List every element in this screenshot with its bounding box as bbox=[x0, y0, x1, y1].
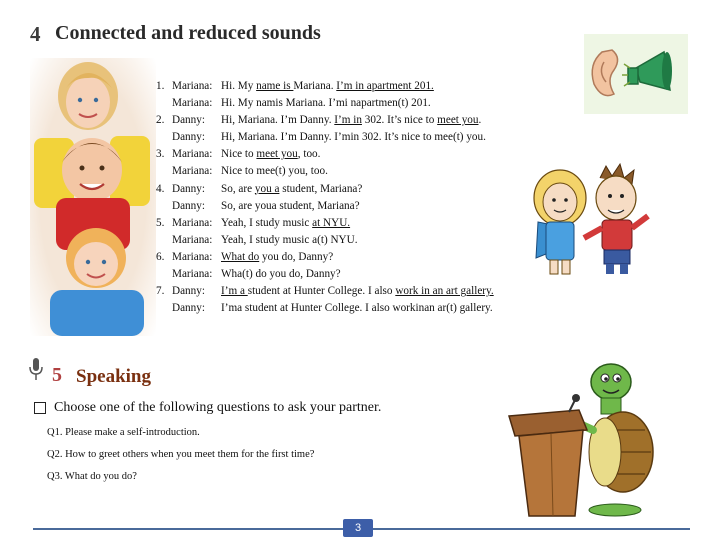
line-number: 2. bbox=[156, 114, 165, 127]
section-title: Connected and reduced sounds bbox=[55, 22, 321, 44]
dialog-line bbox=[156, 163, 494, 180]
dialog-line bbox=[156, 146, 494, 163]
text-segment: Hi. My bbox=[221, 80, 257, 92]
instruction bbox=[34, 400, 381, 416]
dialog-line bbox=[156, 112, 494, 129]
dialog-line bbox=[156, 78, 494, 95]
turtle-speaker-illustration bbox=[505, 360, 665, 518]
line-number bbox=[156, 300, 172, 317]
line-number: 6. bbox=[156, 250, 165, 263]
text-segment: Mariana. bbox=[293, 80, 337, 92]
text-segment: Hi, Mariana. I’m Danny. I’min 302. It’s nice to mee(t) you. bbox=[221, 131, 486, 144]
speaker-label: Mariana: bbox=[172, 165, 213, 178]
text-segment: student at Hunter College. I also bbox=[247, 285, 396, 298]
section-number: 5 bbox=[52, 364, 62, 386]
instruction-text: Choose one of the following questions to ask your partner. bbox=[54, 400, 382, 415]
text-segment: student, Mariana? bbox=[279, 182, 363, 195]
dialog-text bbox=[221, 232, 358, 249]
page-number: 3 bbox=[343, 519, 373, 537]
line-number bbox=[156, 163, 172, 180]
text-segment: you do, Danny? bbox=[259, 250, 334, 263]
dialog-line bbox=[156, 232, 494, 249]
dialog-text bbox=[221, 129, 486, 146]
underlined-phrase: I’m a bbox=[221, 285, 248, 298]
dialog-text bbox=[221, 266, 341, 283]
text-segment: Wha(t) do you do, Danny? bbox=[221, 268, 341, 281]
text-segment: Nice to bbox=[221, 148, 257, 161]
text-segment: I’ma student at Hunter College. I also workinan ar(t) gallery. bbox=[221, 302, 493, 315]
text-segment: Hi. My namis Mariana. I’mi napartmen(t) 201. bbox=[221, 97, 431, 110]
microphone-icon bbox=[28, 356, 44, 382]
dialog-line bbox=[156, 95, 494, 112]
speaker-label: Mariana: bbox=[172, 233, 213, 246]
speaker-label: Mariana: bbox=[172, 97, 213, 110]
line-number: 1. bbox=[156, 80, 165, 92]
line-number bbox=[156, 232, 172, 249]
dialog-text bbox=[221, 283, 494, 300]
dialog-line bbox=[156, 215, 494, 232]
dialog-text bbox=[221, 215, 350, 232]
dialog-text bbox=[221, 112, 481, 129]
dialog-line bbox=[156, 266, 494, 283]
section-title: Speaking bbox=[76, 366, 151, 387]
underlined-phrase: work in an art gallery. bbox=[395, 285, 494, 298]
line-number bbox=[156, 198, 172, 215]
underlined-phrase: at NYU. bbox=[312, 216, 351, 229]
underlined-phrase: you a bbox=[254, 182, 280, 195]
question-item: Q2. How to greet others when you meet them for the first time? bbox=[47, 449, 315, 460]
question-item: Q1. Please make a self-introduction. bbox=[47, 427, 200, 438]
text-segment: . bbox=[478, 114, 482, 127]
dialog-line bbox=[156, 129, 494, 146]
dialog-text bbox=[221, 181, 362, 198]
children-photo bbox=[30, 58, 156, 336]
dialog-text bbox=[221, 198, 360, 215]
underlined-phrase: name is bbox=[256, 80, 294, 92]
speaker-label: Danny: bbox=[172, 114, 205, 127]
speaker-label: Mariana: bbox=[172, 148, 213, 161]
text-segment: Hi, Mariana. I’m Danny. bbox=[221, 114, 335, 127]
text-segment: Yeah, I study music a(t) NYU. bbox=[221, 233, 358, 246]
section-number: 4 bbox=[30, 22, 41, 46]
line-number: 3. bbox=[156, 148, 165, 161]
text-segment: Nice to mee(t) you, too. bbox=[221, 165, 328, 178]
speaker-label: Danny: bbox=[172, 199, 205, 212]
dialog-text bbox=[221, 146, 320, 163]
text-segment: , too. bbox=[297, 148, 321, 161]
underlined-phrase: meet you bbox=[256, 148, 298, 161]
dialog-line bbox=[156, 300, 494, 317]
line-number: 4. bbox=[156, 182, 165, 195]
question-item: Q3. What do you do? bbox=[47, 471, 137, 482]
cartoon-children bbox=[512, 158, 662, 278]
dialog-line bbox=[156, 181, 494, 198]
underlined-phrase: I’m in bbox=[334, 114, 362, 127]
speaker-label: Danny: bbox=[172, 302, 205, 315]
dialog-text bbox=[221, 300, 493, 317]
speaker-label: Mariana: bbox=[172, 268, 213, 281]
dialog-text bbox=[221, 163, 328, 180]
speaker-label: Mariana: bbox=[172, 250, 213, 263]
dialog-list bbox=[156, 78, 494, 317]
dialog-text bbox=[221, 95, 431, 112]
dialog-text bbox=[221, 78, 434, 95]
line-number: 7. bbox=[156, 285, 165, 298]
checkbox-bullet bbox=[34, 402, 46, 414]
dialog-line bbox=[156, 249, 494, 266]
text-segment: So, are bbox=[221, 182, 255, 195]
speaker-label: Danny: bbox=[172, 131, 205, 144]
underlined-phrase: meet you bbox=[437, 114, 479, 127]
underlined-phrase: What do bbox=[221, 250, 260, 263]
speaker-label: Danny: bbox=[172, 182, 205, 195]
line-number bbox=[156, 95, 172, 112]
listening-megaphone-icon bbox=[584, 34, 688, 114]
line-number bbox=[156, 266, 172, 283]
text-segment: So, are youa student, Mariana? bbox=[221, 199, 360, 212]
speaker-label: Danny: bbox=[172, 285, 205, 298]
text-segment: 302. It’s nice to bbox=[361, 114, 438, 127]
text-segment: Yeah, I study music bbox=[221, 216, 313, 229]
speaker-label: Mariana: bbox=[172, 80, 213, 92]
dialog-line bbox=[156, 198, 494, 215]
line-number bbox=[156, 129, 172, 146]
speaker-label: Mariana: bbox=[172, 216, 213, 229]
dialog-line bbox=[156, 283, 494, 300]
line-number: 5. bbox=[156, 216, 165, 229]
underlined-phrase: I’m in apartment 201. bbox=[336, 80, 434, 92]
dialog-text bbox=[221, 249, 333, 266]
